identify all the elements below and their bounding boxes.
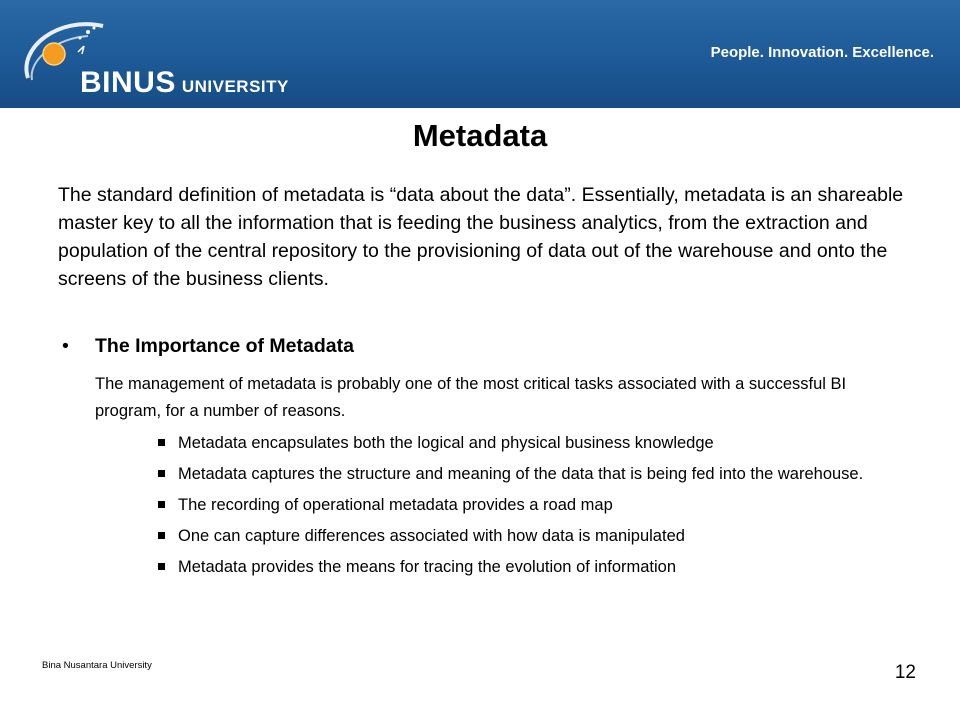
- square-bullet-icon: [158, 470, 165, 477]
- bullet-heading: [62, 335, 354, 358]
- intro-paragraph: The standard definition of metadata is “data about the data”. Essentially, metadata is an shareable master key to all the information that is feeding the business analytics, from the extraction and population of the central repository to the provisioning of data out of the warehouse and onto the screens of the business clients.: [58, 184, 904, 290]
- logo-wordmark: [80, 66, 289, 100]
- logo-suffix: UNIVERSITY: [181, 77, 289, 96]
- binus-logo: [18, 8, 288, 100]
- square-bullet-icon: [158, 563, 165, 570]
- bullet-icon: •: [62, 335, 69, 357]
- square-bullet-icon: [158, 501, 165, 508]
- list-item: [155, 523, 895, 549]
- square-bullet-icon: [158, 439, 165, 446]
- list-item-text: Metadata provides the means for tracing the evolution of information: [178, 558, 677, 576]
- logo-brand: BINUS: [80, 66, 176, 99]
- bullet-heading-text: The Importance of Metadata: [95, 335, 354, 357]
- list-item: [155, 461, 895, 487]
- slide-title: Metadata: [412, 118, 548, 153]
- page-number: 12: [894, 662, 916, 683]
- header-banner: [0, 0, 960, 108]
- square-bullet-icon: [158, 532, 165, 539]
- reasons-list: [155, 430, 895, 585]
- list-item: [155, 554, 895, 580]
- list-item-text: Metadata captures the structure and meaning of the data that is being fed into the warehouse.: [178, 465, 864, 483]
- footer-institution: Bina Nusantara University: [42, 660, 152, 671]
- tagline: People. Innovation. Excellence.: [710, 44, 934, 61]
- list-item: [155, 430, 895, 456]
- list-item: [155, 492, 895, 518]
- list-item-text: Metadata encapsulates both the logical and physical business knowledge: [178, 434, 714, 452]
- list-item-text: The recording of operational metadata provides a road map: [178, 496, 613, 514]
- list-item-text: One can capture differences associated with how data is manipulated: [178, 527, 685, 545]
- sub-paragraph: The management of metadata is probably one of the most critical tasks associated with a successful BI program, for a number of reasons.: [95, 375, 847, 420]
